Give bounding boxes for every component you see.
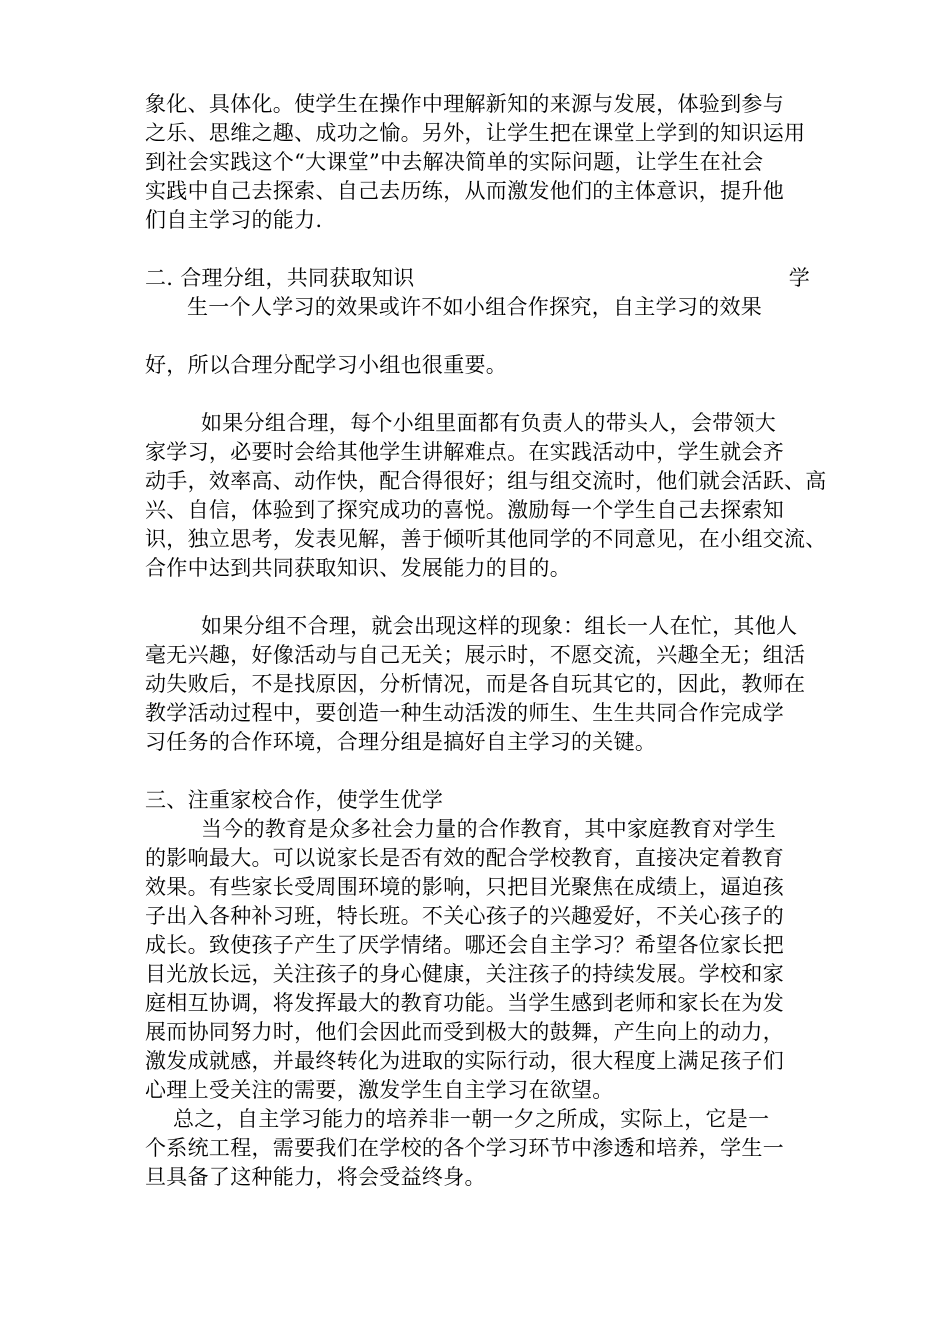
section-heading-2: [145, 264, 810, 293]
spacer: [145, 235, 810, 264]
text-line: 激发成就感，并最终转化为进取的实际行动，很大程度上满足孩子们: [145, 1049, 784, 1073]
text-line: 习任务的合作环境，合理分组是搞好自主学习的关键。: [145, 730, 657, 754]
spacer: [145, 583, 810, 612]
text-line: 之乐、思维之趣、成功之愉。另外，让学生把在课堂上学到的知识运用: [145, 121, 806, 145]
heading-text: 二. 合理分组，共同获取知识: [145, 266, 415, 290]
spacer: [145, 757, 810, 786]
text-line: 当今的教育是众多社会力量的合作教育，其中家庭教育对学生: [201, 817, 777, 841]
section-heading-3: 三、注重家校合作，使学生优学: [145, 788, 444, 812]
text-line: 动手，效率高、动作快，配合得很好；组与组交流时，他们就会活跃、高: [145, 469, 827, 493]
text-line: 实践中自己去探索、自己去历练，从而激发他们的主体意识，提升他: [145, 179, 784, 203]
text-line: 兴、自信，体验到了探究成功的喜悦。激励每一个学生自己去探索知: [145, 498, 784, 522]
text-line: 展而协同努力时，他们会因此而受到极大的鼓舞，产生向上的动力，: [145, 1020, 784, 1044]
text-line: 目光放长远，关注孩子的身心健康，关注孩子的持续发展。学校和家: [145, 962, 784, 986]
text-line: 动失败后，不是找原因，分析情况，而是各自玩其它的，因此，教师在: [145, 672, 806, 696]
text-line: 生一个人学习的效果或许不如小组合作探究，自主学习的效果: [187, 295, 763, 319]
text-line: 效果。有些家长受周围环境的影响，只把目光聚焦在成绩上，逼迫孩: [145, 875, 784, 899]
paragraph-4: [145, 612, 810, 757]
text-line: 象化、具体化。使学生在操作中理解新知的来源与发展，体验到参与: [145, 92, 784, 116]
spacer: [145, 322, 810, 351]
text-line: 旦具备了这种能力，将会受益终身。: [145, 1165, 486, 1189]
text-line: 教学活动过程中，要创造一种生动活泼的师生、生生共同合作完成学: [145, 701, 784, 725]
paragraph-3: [145, 409, 827, 583]
text-line: 子出入各种补习班，特长班。不关心孩子的兴趣爱好，不关心孩子的: [145, 904, 784, 928]
text-line: 毫无兴趣，好像活动与自己无关；展示时，不愿交流，兴趣全无；组活: [145, 643, 806, 667]
text-line: 心理上受关注的需要，激发学生自主学习在欲望。: [145, 1078, 614, 1102]
spacer: [145, 380, 810, 409]
document-page: [145, 90, 827, 1192]
heading-trailing-text: 学: [788, 266, 810, 290]
text-line: 的影响最大。可以说家长是否有效的配合学校教育，直接决定着教育: [145, 846, 784, 870]
text-line: 个系统工程，需要我们在学校的各个学习环节中渗透和培养，学生一: [145, 1136, 784, 1160]
text-line: 到社会实践这个“大课堂”中去解决简单的实际问题，让学生在社会: [145, 150, 764, 174]
paragraph-1: [145, 90, 810, 235]
text-line: 如果分组合理，每个小组里面都有负责人的带头人，会带领大: [201, 411, 777, 435]
text-line: 庭相互协调，将发挥最大的教育功能。当学生感到老师和家长在为发: [145, 991, 784, 1015]
paragraph-5: [145, 815, 810, 1105]
text-line: 成长。致使孩子产生了厌学情绪。哪还会自主学习？希望各位家长把: [145, 933, 784, 957]
text-line: 如果分组不合理，就会出现这样的现象：组长一人在忙，其他人: [201, 614, 798, 638]
text-line: 识，独立思考，发表见解，善于倾听其他同学的不同意见，在小组交流、: [145, 527, 827, 551]
paragraph-2: [145, 293, 810, 380]
paragraph-6: [145, 1105, 810, 1192]
text-line: 合作中达到共同获取知识、发展能力的目的。: [145, 556, 571, 580]
text-line: 们自主学习的能力.: [145, 208, 323, 232]
text-line: 家学习，必要时会给其他学生讲解难点。在实践活动中，学生就会齐: [145, 440, 784, 464]
text-line: 总之，自主学习能力的培养非一朝一夕之所成，实际上，它是一: [173, 1107, 770, 1131]
text-line: 好，所以合理分配学习小组也很重要。: [145, 353, 508, 377]
